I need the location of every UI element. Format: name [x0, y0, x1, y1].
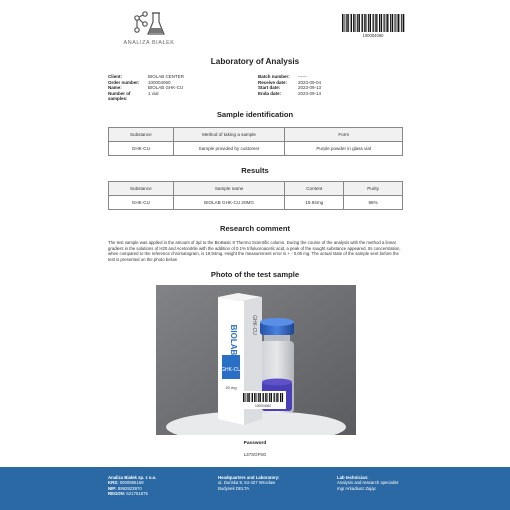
barcode-bar [258, 393, 259, 402]
barcode-bar [347, 14, 349, 32]
sample-sticker [240, 391, 286, 409]
barcode-bar [358, 14, 360, 32]
box-product: GHK-CU [221, 367, 241, 373]
sticker-number: 100004060 [255, 404, 271, 408]
tech-name: mgr Arkadiusz Zając [337, 485, 376, 491]
info-value: 2023-09-13 [298, 85, 322, 91]
barcode-bar [384, 14, 385, 32]
barcode-bar [368, 14, 369, 32]
results-heading: Results [241, 166, 269, 175]
column-header: Method of taking a sample [173, 128, 285, 142]
info-label: Start date: [258, 85, 281, 91]
column-header: Sample name [173, 182, 285, 196]
box-side-label: GHK-CU [251, 315, 257, 335]
info-value: BIOLAB CENTER [148, 74, 185, 79]
barcode-bar [353, 14, 355, 32]
krs-label: KRS: [108, 480, 119, 486]
barcode-bar [247, 393, 248, 402]
barcode-bar [370, 14, 372, 32]
barcode-bar [276, 393, 278, 402]
column-header: Form [285, 128, 403, 142]
barcode-bar [262, 393, 263, 402]
info-label: Name: [108, 85, 122, 91]
info-label: Order number: [108, 79, 140, 85]
info-label: Batch number: [258, 74, 290, 79]
table-cell: GHK-CU [109, 196, 174, 210]
barcode-bar [351, 14, 352, 32]
barcode-bar [400, 14, 401, 32]
order-info-left [108, 74, 184, 102]
barcode-bar [350, 14, 351, 32]
nip-label: NIP: [108, 485, 117, 491]
info-value: ------ [298, 74, 307, 79]
photo-heading: Photo of the test sample [210, 270, 300, 279]
password-value: L37SGF6G [243, 452, 267, 457]
box-brand: BIOLAB [229, 324, 238, 356]
column-header: Content [285, 182, 344, 196]
company-name: Analiza Białek sp. z o.o. [108, 475, 157, 480]
regon-label: REGON: [108, 491, 126, 497]
barcode-bar [392, 14, 394, 32]
barcode-bar [245, 393, 246, 402]
table-cell: Sample provided by customer [173, 142, 285, 156]
footer-company [108, 475, 156, 497]
barcode-bar [278, 393, 279, 402]
info-value: 1 vial [148, 90, 159, 96]
barcode-bar [248, 393, 250, 402]
barcode-bar [271, 393, 273, 402]
table-cell: 98% [344, 196, 403, 210]
barcode-bar [383, 14, 384, 32]
report-title: Laboratory of Analysis [210, 57, 300, 66]
table-row [109, 142, 403, 156]
barcode-bar [273, 393, 274, 402]
password-label: Password [243, 441, 267, 446]
order-barcode [341, 14, 405, 38]
barcode-bar [386, 14, 388, 32]
barcode-number: 100004060 [362, 33, 384, 38]
research-comment-heading: Research comment [219, 224, 291, 233]
table-cell: Purple powder in glass vial [285, 142, 403, 156]
barcode-bar [375, 14, 377, 32]
barcode-bar [344, 14, 345, 32]
barcode-bar [267, 393, 268, 402]
sample-identification-table [108, 127, 403, 156]
company-logo [104, 10, 194, 46]
barcode-bar [389, 14, 390, 32]
info-value: 2023-09-14 [298, 90, 322, 96]
barcode-bar [372, 14, 373, 32]
barcode-bar [398, 14, 400, 32]
sample-photo [156, 285, 356, 435]
info-row [108, 91, 184, 102]
column-header: Purity [344, 182, 403, 196]
barcode-bar [282, 393, 284, 402]
research-comment-text: The test sample was applied in the amount of 3µl to the BioBasic 8 Thermo Scientific column. During the course of the analysis with the method a linear gradient in the solutions of H20 and Acetonitrile with the addition of 0.1% trifuluoroacetic acid, a peak of the sought substance appeared. Its concentration, when compared to the reference chromatogram, is 19,94mg. Height the measurement error is + - 0.05 mg. The actual state of the sample sent before the test is presented on the photo below [108, 240, 401, 262]
footer [0, 467, 510, 510]
barcode-bar [394, 14, 395, 32]
tech-title: Lab technician: [337, 475, 369, 480]
barcode-bar [361, 14, 362, 32]
barcode-bar [280, 393, 281, 402]
sample-identification-heading: Sample identification [216, 110, 294, 119]
barcode-image [341, 14, 405, 32]
barcode-bar [263, 393, 264, 402]
info-label: Receive date: [258, 79, 288, 85]
product-photo-illustration [156, 285, 356, 435]
info-value: 2023-09-04 [298, 79, 322, 85]
info-label: Enda date: [258, 90, 282, 96]
info-value: BIOLAB GHK-CU [148, 85, 184, 91]
footer-headquarters [218, 475, 280, 491]
barcode-bar [274, 393, 275, 402]
barcode-bar [377, 14, 378, 32]
barcode-bar [373, 14, 374, 32]
barcode-bar [342, 14, 344, 32]
barcode-bar [355, 14, 356, 32]
box-dose: 20 mg [225, 385, 237, 390]
barcode-bar [395, 14, 396, 32]
barcode-bar [364, 14, 366, 32]
barcode-bar [243, 393, 245, 402]
molecule-flask-icon [131, 10, 167, 38]
barcode-bar [251, 393, 252, 402]
column-header: Substance [109, 182, 174, 196]
logo-text: ANALIZA BIAŁEK [123, 40, 175, 46]
barcode-bar [381, 14, 383, 32]
footer-technician [337, 475, 398, 491]
hq-building: Budynek DELTA [218, 485, 250, 491]
info-row [258, 91, 321, 97]
barcode-bar [362, 14, 363, 32]
regon-value: 521751875 [126, 491, 148, 497]
barcode-bar [379, 14, 380, 32]
info-label: Number of samples: [108, 90, 131, 102]
barcode-bar [366, 14, 367, 32]
barcode-bar [403, 14, 405, 32]
table-cell: BIOLAB GHK-CU 20MG [173, 196, 285, 210]
barcode-bar [357, 14, 358, 32]
order-info-right [258, 74, 321, 96]
barcode-bar [390, 14, 391, 32]
info-label: Client: [108, 74, 122, 79]
table-cell: 19.94mg [285, 196, 344, 210]
table-row [109, 196, 403, 210]
barcode-bar [269, 393, 270, 402]
hq-title: Headquarters and Laboratory: [218, 475, 280, 480]
krs-value: 0000966168 [119, 480, 144, 486]
info-value: 100004060 [148, 79, 171, 85]
barcode-bar [265, 393, 267, 402]
column-header: Substance [109, 128, 174, 142]
barcode-bar [256, 393, 257, 402]
nip-value: 8992923970 [117, 485, 142, 491]
results-table [108, 181, 403, 210]
barcode-bar [254, 393, 256, 402]
hq-address: ul. Duńska 9, 54-427 Wrocław [218, 480, 276, 486]
barcode-bar [259, 393, 261, 402]
barcode-bar [401, 14, 402, 32]
table-cell: GHK-CU [109, 142, 174, 156]
barcode-bar [346, 14, 347, 32]
barcode-bar [252, 393, 253, 402]
tech-role: Analysis and research specialist [337, 480, 399, 486]
